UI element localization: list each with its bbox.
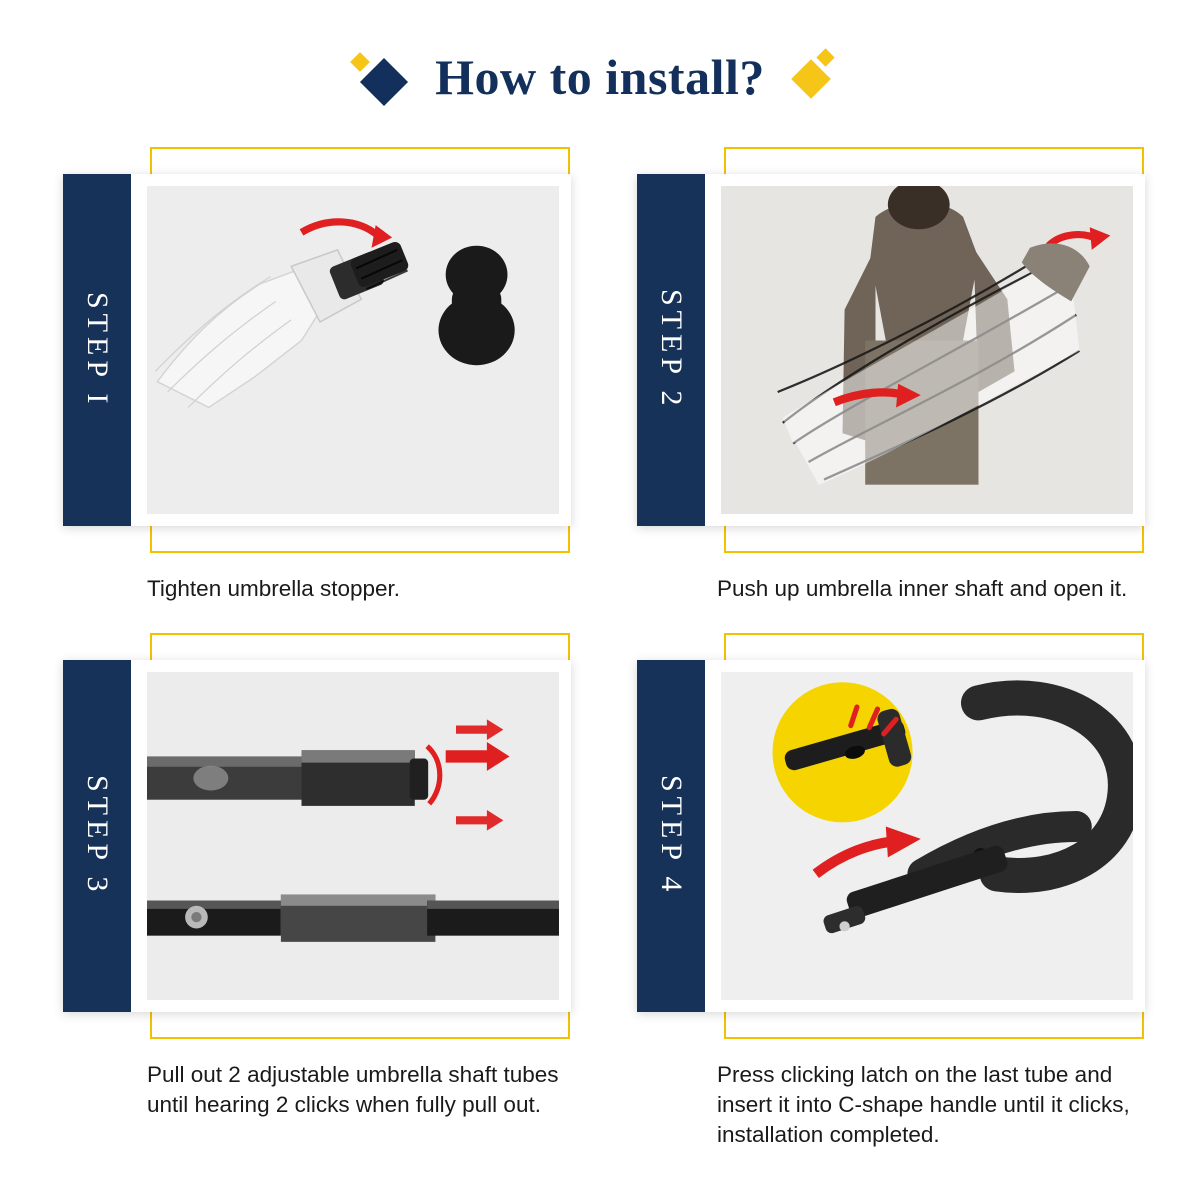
step-card-3 bbox=[55, 626, 571, 1150]
page-header bbox=[0, 48, 1200, 106]
step-label-2 bbox=[637, 174, 705, 526]
step-frame-1 bbox=[55, 140, 571, 560]
step-label-3 bbox=[63, 660, 131, 1012]
step-image-3 bbox=[147, 672, 559, 1000]
step-label-4 bbox=[637, 660, 705, 1012]
steps-grid bbox=[55, 140, 1145, 1150]
step-caption-1: Tighten umbrella stopper. bbox=[147, 576, 401, 601]
step-panel-2 bbox=[637, 174, 1145, 526]
step-image-2 bbox=[721, 186, 1133, 514]
umbrella-stopper-illustration bbox=[147, 186, 559, 514]
step-label-text: STEP I bbox=[81, 291, 114, 409]
step-image-4 bbox=[721, 672, 1133, 1000]
diamond-icon-left bbox=[353, 49, 409, 105]
step-frame-3 bbox=[55, 626, 571, 1046]
step-caption-4: Press clicking latch on the last tube and insert it into C-shape handle until it clicks, installation completed. bbox=[717, 1061, 1130, 1147]
step-panel-1 bbox=[63, 174, 571, 526]
shaft-tubes-illustration bbox=[147, 672, 559, 1000]
step-card-2 bbox=[629, 140, 1145, 604]
step-card-4 bbox=[629, 626, 1145, 1150]
step-label-text: STEP 3 bbox=[81, 775, 114, 897]
step-frame-2 bbox=[629, 140, 1145, 560]
open-umbrella-illustration bbox=[721, 186, 1133, 514]
step-caption-2: Push up umbrella inner shaft and open it. bbox=[717, 576, 1128, 601]
step-caption-3: Pull out 2 adjustable umbrella shaft tubes until hearing 2 clicks when fully pull out. bbox=[147, 1061, 559, 1117]
step-label-1 bbox=[63, 174, 131, 526]
step-panel-4 bbox=[637, 660, 1145, 1012]
c-handle-latch-illustration bbox=[721, 672, 1133, 1000]
step-frame-4 bbox=[629, 626, 1145, 1046]
page-title: How to install? bbox=[435, 49, 765, 105]
step-label-text: STEP 2 bbox=[655, 289, 688, 411]
step-label-text: STEP 4 bbox=[655, 775, 688, 897]
step-card-1 bbox=[55, 140, 571, 604]
step-image-1 bbox=[147, 186, 559, 514]
diamond-icon-right bbox=[791, 49, 847, 105]
step-panel-3 bbox=[63, 660, 571, 1012]
